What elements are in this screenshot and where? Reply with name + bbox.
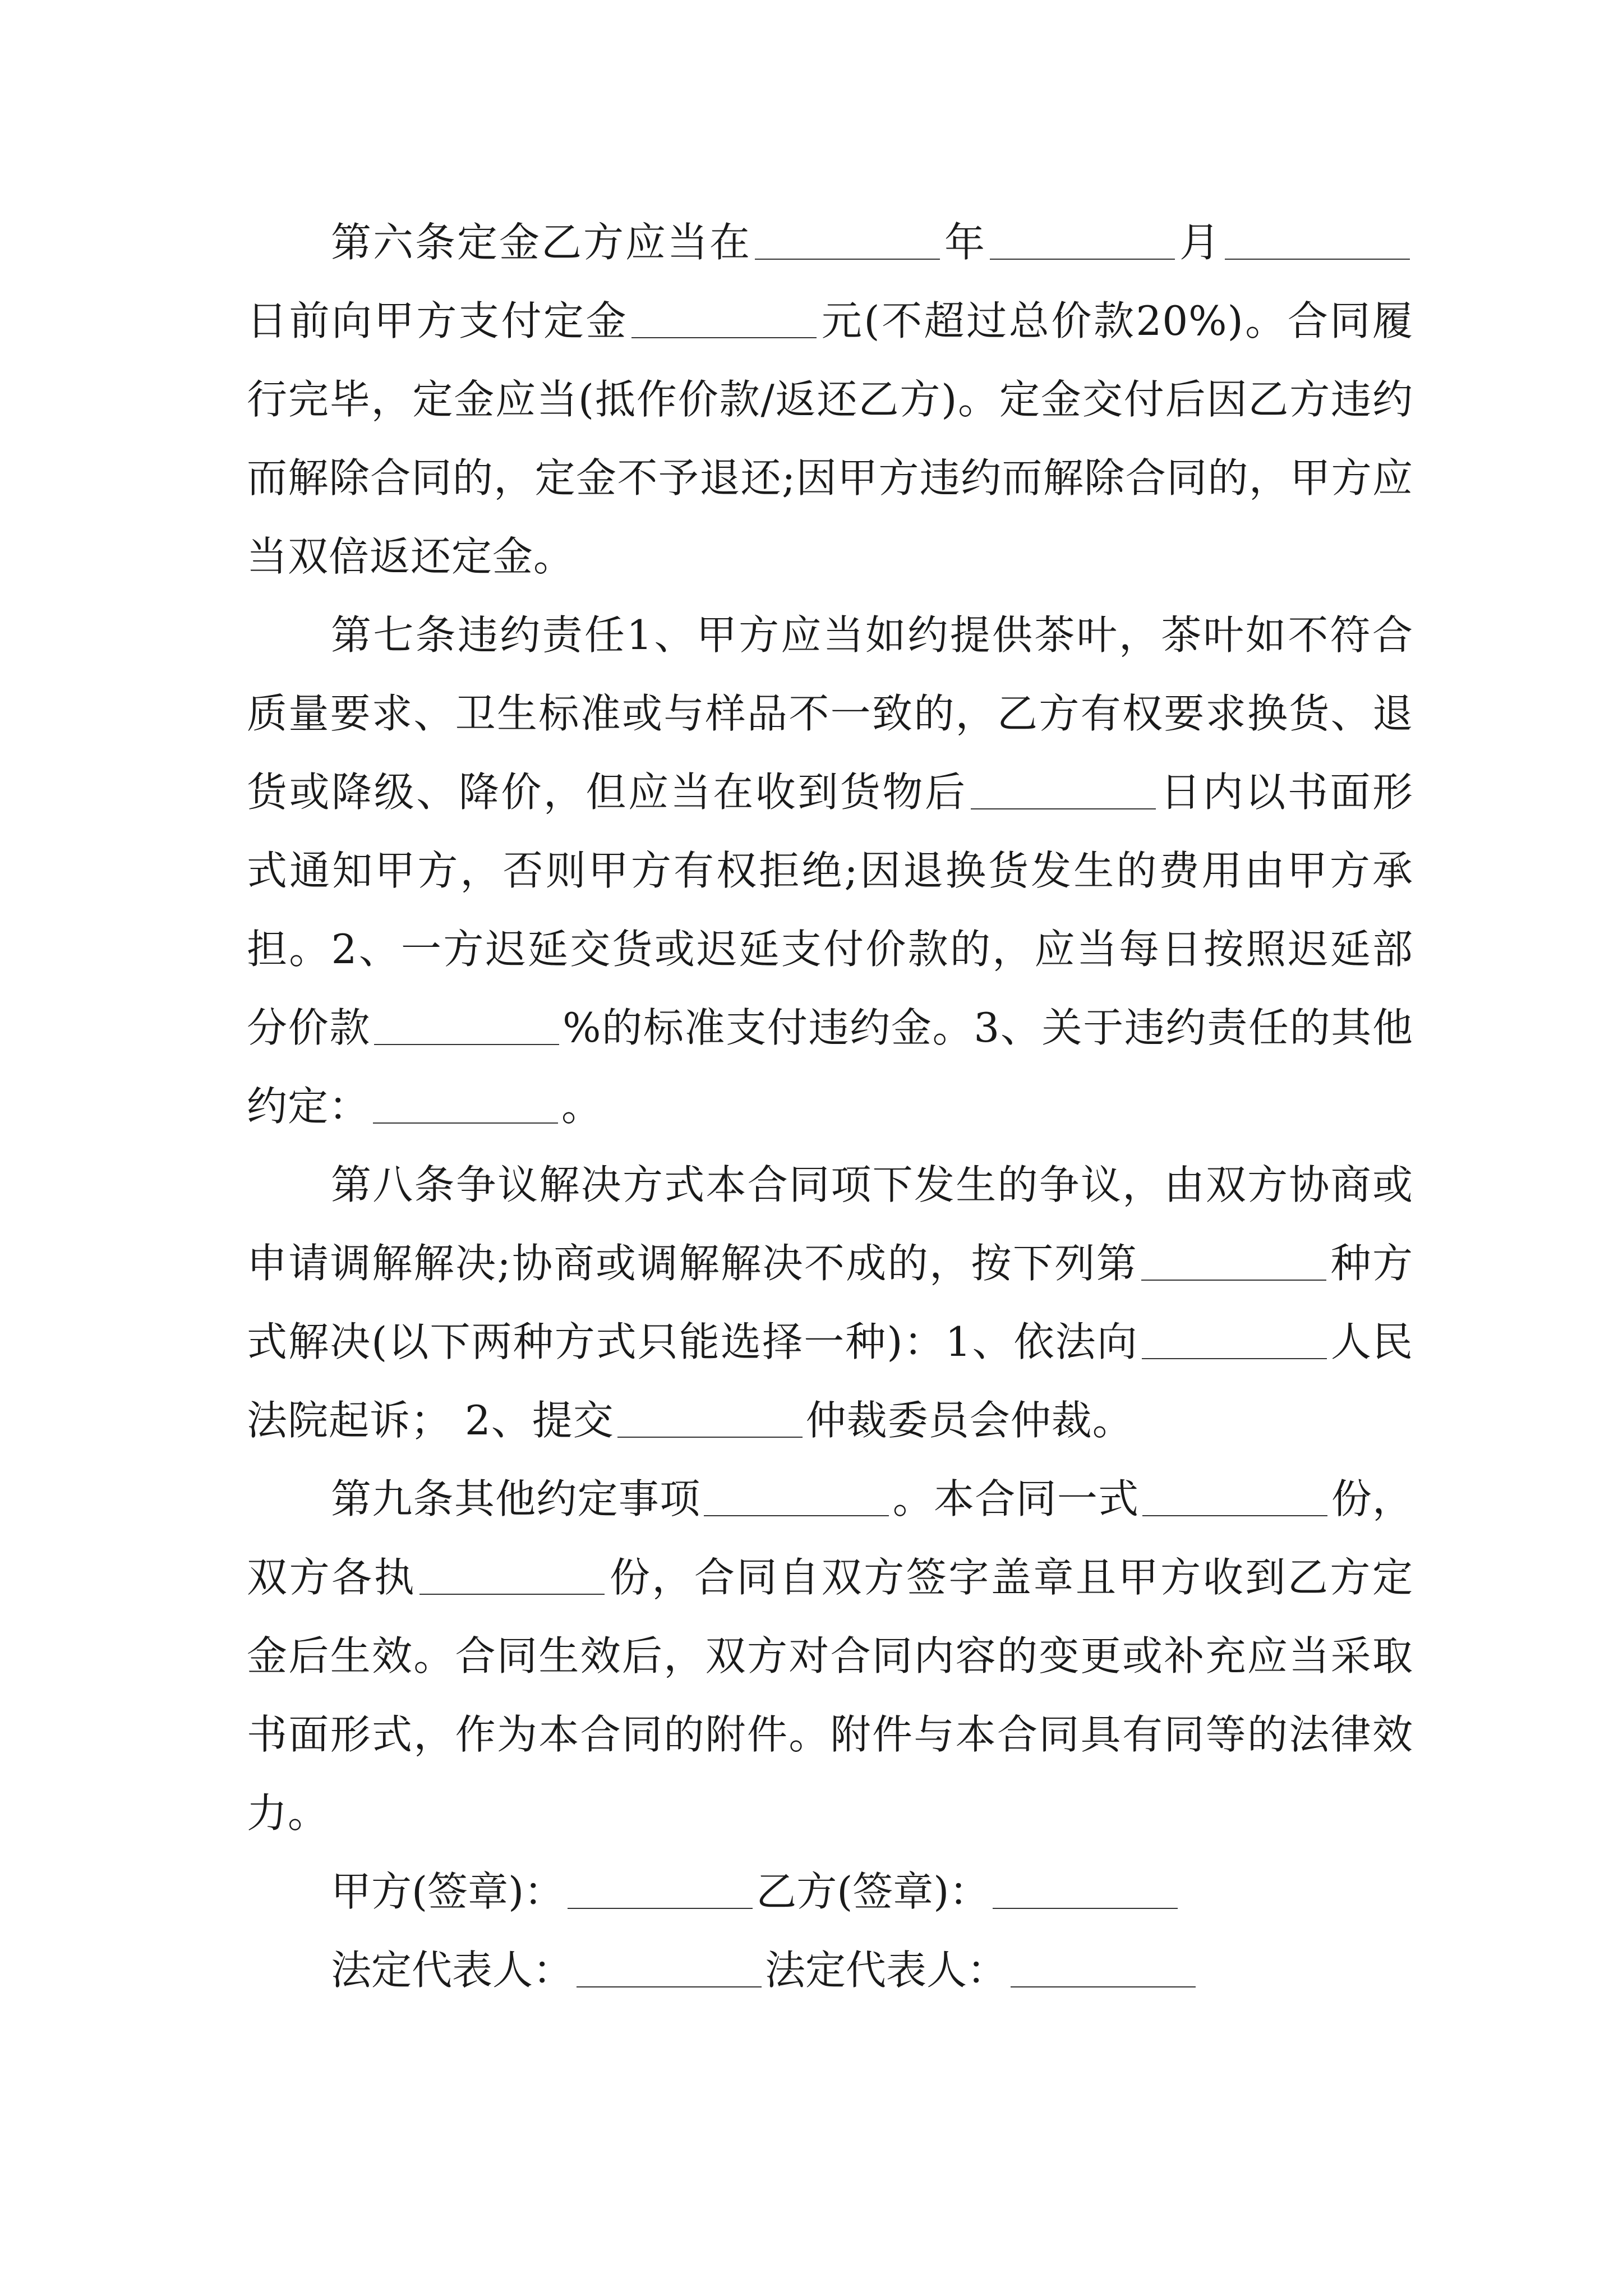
article-6-text: 第六条定金乙方应当在 [331,219,751,266]
signature-row [247,1852,1413,1931]
court-name-blank [1142,1324,1327,1359]
article-6-text: 元(不超过总价款20%)。合同履行完毕，定金应当(抵作价款/返还乙方)。定金交付后因乙方违约而解除合同的，定金不予退还;因甲方违约而解除合同的，甲方应当双倍返还定金。 [247,297,1413,580]
article-7-text: 。 [561,1083,603,1130]
article-8-text: 种方式解决(以下两种方式只能选择一种)：1、依法向 [247,1240,1413,1365]
party-b-sign-blank [993,1874,1178,1909]
party-b-rep-blank [1011,1953,1196,1987]
party-b-rep-label: 法定代表人： [765,1947,1008,1994]
article-9-text: 第九条其他约定事项 [331,1475,701,1522]
article-7-liability [247,596,1413,1145]
party-a-rep-label: 法定代表人： [331,1947,574,1994]
article-7-text: 第七条违约责任1、甲方应当如约提供茶叶，茶叶如不符合质量要求、卫生标准或与样品不一致的，乙方有权要求换货、退货或降级、降价，但应当在收到货物后 [247,611,1413,816]
penalty-rate-blank [374,1010,559,1045]
article-6-text: 日前向甲方支付定金 [247,297,629,344]
article-9-text: 份，双方各执 [247,1475,1413,1601]
article-8-text: 第八条争议解决方式本合同项下发生的争议，由双方协商或申请调解解决;协商或调解解决不成的，按下列第 [247,1161,1413,1287]
copies-each-blank [419,1560,605,1595]
article-9-text: 。本合同一式 [892,1475,1140,1522]
deposit-year-blank [755,225,940,260]
article-8-text: 人民法院起诉； 2、提交 [247,1318,1413,1444]
deposit-day-blank [1225,225,1410,260]
month-label: 月 [1178,219,1221,266]
party-a-sign-label: 甲方(签章)： [331,1868,565,1915]
article-6-deposit [247,203,1413,596]
deposit-amount-blank [631,303,817,338]
party-b-sign-label: 乙方(签章)： [756,1868,990,1915]
arbitration-name-blank [617,1403,803,1438]
article-9-other [247,1460,1413,1852]
party-a-sign-blank [568,1874,753,1909]
article-8-text: 仲裁委员会仲裁。 [805,1397,1133,1444]
year-label: 年 [943,219,986,266]
representative-row [247,1931,1413,2009]
dispute-method-blank [1141,1246,1326,1281]
notice-days-blank [971,775,1156,809]
other-matters-blank [704,1481,889,1516]
article-9-text: 份，合同自双方签字盖章且甲方收到乙方定金后生效。合同生效后，双方对合同内容的变更或补充应当采取书面形式，作为本合同的附件。附件与本合同具有同等的法律效力。 [247,1554,1413,1837]
deposit-month-blank [990,225,1175,260]
copies-total-blank [1142,1481,1327,1516]
article-7-text: 日内以书面形式通知甲方，否则甲方有权拒绝;因退换货发生的费用由甲方承担。2、一方迟延交货或迟延支付价款的，应当每日按照迟延部分价款 [247,769,1413,1051]
contract-page [247,203,1413,2009]
party-a-rep-blank [577,1953,762,1987]
other-liability-blank [373,1089,558,1124]
article-7-text: %的标准支付违约金。3、关于违约责任的其他约定： [247,1004,1413,1130]
article-8-dispute [247,1145,1413,1460]
